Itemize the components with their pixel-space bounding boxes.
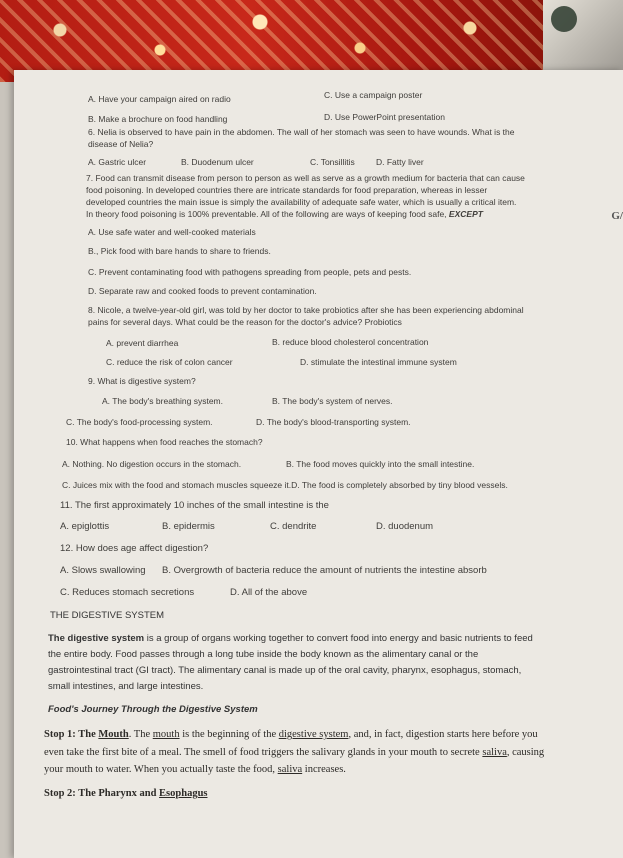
q6-option-b: B. Duodenum ulcer (181, 157, 254, 167)
q11-option-d: D. duodenum (376, 521, 434, 532)
q6-stem-line2: disease of Nelia? (88, 139, 154, 149)
q7-stem-line4: In theory food poisoning is 100% preventable. All of the following are ways of keeping food safe, EXCEPT (86, 209, 483, 219)
q10-option-cd: C. Juices mix with the food and stomach muscles squeeze it.D. The food is completely absorbed by tiny blood vessels. (62, 480, 508, 490)
q10-option-a: A. Nothing. No digestion occurs in the stomach. (62, 459, 242, 469)
q5-option-c: C. Use a campaign poster (324, 90, 423, 100)
stop1-line1: Stop 1: The Mouth. The mouth is the beginning of the digestive system, and, in fact, digestion starts here before you (44, 729, 538, 740)
q11-option-b: B. epidermis (162, 521, 215, 532)
q5-option-b: B. Make a brochure on food handling (88, 114, 228, 124)
q5-option-d: D. Use PowerPoint presentation (324, 112, 445, 122)
q12-stem: 12. How does age affect digestion? (60, 543, 209, 554)
q11-option-c: C. dendrite (270, 521, 317, 532)
q11-stem: 11. The first approximately 10 inches of the small intestine is the (60, 500, 329, 511)
reading-p1-line4: small intestines, and large intestines. (48, 681, 204, 692)
q12-option-d: D. All of the above (230, 587, 308, 598)
q8-stem-line1: 8. Nicole, a twelve-year-old girl, was told by her doctor to take probiotics after she has been experiencing abdominal (88, 305, 524, 315)
q10-stem: 10. What happens when food reaches the stomach? (66, 437, 263, 447)
reading-p1-line3: gastrointestinal tract (GI tract). The alimentary canal is made up of the oral cavity, pharynx, esophagus, stomach, (48, 665, 522, 676)
q9-option-b: B. The body's system of nerves. (272, 396, 393, 406)
saliva-link-2[interactable]: saliva (277, 764, 303, 775)
q8-option-c: C. reduce the risk of colon cancer (106, 357, 233, 367)
esophagus-link[interactable]: Esophagus (159, 788, 208, 799)
q9-option-d: D. The body's blood-transporting system. (256, 417, 411, 427)
q7-stem-line3: developed countries the main issue is simply the availability of adequate safe water, which is usually a critical item. (86, 197, 517, 207)
q5-option-a: A. Have your campaign aired on radio (88, 94, 231, 104)
q12-option-a: A. Slows swallowing (60, 565, 146, 576)
q7-option-a: A. Use safe water and well-cooked materials (88, 227, 256, 237)
q9-option-c: C. The body's food-processing system. (66, 417, 213, 427)
mouth-link-2[interactable]: mouth (152, 729, 180, 740)
journey-heading: Food's Journey Through the Digestive System (48, 704, 258, 715)
reading-p1-line1: The digestive system is a group of organs working together to convert food into energy and basic nutrients to feed (48, 633, 533, 644)
stop1-line3: your mouth to water. When you actually taste the food, saliva increases. (44, 764, 346, 775)
q9-option-a: A. The body's breathing system. (102, 396, 224, 406)
q10-option-b: B. The food moves quickly into the small intestine. (286, 459, 475, 469)
stop1-line2: even take the first bite of a meal. The smell of food triggers the salivary glands in your mouth to secrete saliva, causing (44, 747, 545, 758)
worksheet-page (14, 70, 623, 858)
q8-option-b: B. reduce blood cholesterol concentration (272, 337, 429, 347)
saliva-link[interactable]: saliva (482, 747, 507, 758)
q7-option-d: D. Separate raw and cooked foods to prevent contamination. (88, 286, 317, 296)
reading-heading: THE DIGESTIVE SYSTEM (50, 610, 165, 621)
seal-icon (551, 6, 577, 32)
q6-option-d: D. Fatty liver (376, 157, 424, 167)
q8-stem-line2: pains for several days. What could be the reason for the doctor's advice? Probiotics (88, 317, 402, 327)
q7-stem-line2: food poisoning. In developed countries there are intricate standards for food preparation, whereas in lesser (86, 185, 488, 195)
reading-p1-line2: the entire body. Food passes through a long tube inside the body known as the alimentary canal or the (48, 649, 479, 660)
q9-stem: 9. What is digestive system? (88, 376, 196, 386)
q6-option-c: C. Tonsillitis (310, 157, 355, 167)
q7-stem-line1: 7. Food can transmit disease from person to person as well as serve as a growth medium for bacteria that can cause (86, 173, 525, 183)
q8-option-d: D. stimulate the intestinal immune system (300, 357, 457, 367)
q7-option-c: C. Prevent contaminating food with pathogens spreading from people, pets and pests. (88, 267, 412, 277)
q11-option-a: A. epiglottis (60, 521, 110, 532)
q12-option-c: C. Reduces stomach secretions (60, 587, 195, 598)
digestive-system-link[interactable]: digestive system (278, 729, 349, 740)
q7-option-b: B., Pick food with bare hands to share to friends. (88, 246, 271, 256)
stop2-heading: Stop 2: The Pharynx and Esophagus (44, 788, 208, 799)
q6-stem-line1: 6. Nelia is observed to have pain in the abdomen. The wall of her stomach was seen to have wounds. What is the (88, 127, 515, 137)
q12-option-b: B. Overgrowth of bacteria reduce the amount of nutrients the intestine absorb (162, 565, 487, 576)
q6-option-a: A. Gastric ulcer (88, 157, 147, 167)
margin-mark: G/ (611, 210, 623, 222)
q8-option-a: A. prevent diarrhea (106, 338, 179, 348)
corner-document (543, 0, 623, 70)
mouth-link[interactable]: Mouth (98, 729, 129, 740)
